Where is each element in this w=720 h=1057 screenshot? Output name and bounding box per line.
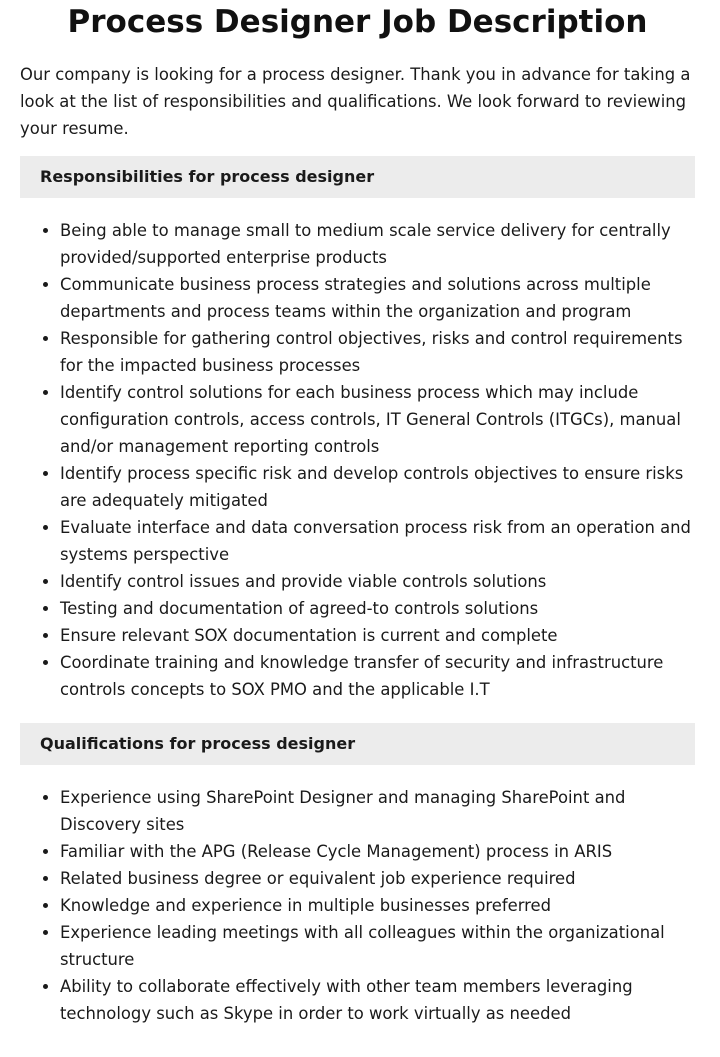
list-item: • Coordinate training and knowledge transfer of security and infrastructure controls concepts to SOX PMO and the applicable I.T [60, 649, 695, 703]
list-item: • Familiar with the APG (Release Cycle Management) process in ARIS [60, 838, 695, 865]
list-item: • Identify control issues and provide viable controls solutions [60, 568, 695, 595]
list-item: • Responsible for gathering control objectives, risks and control requirements for the impacted business processes [60, 325, 695, 379]
list-item: • Identify control solutions for each business process which may include configuration controls, access controls, IT General Controls (ITGCs), manual and/or management reporting controls [60, 379, 695, 460]
responsibilities-list [20, 217, 695, 703]
list-item: • Testing and documentation of agreed-to controls solutions [60, 595, 695, 622]
list-item: • Identify process specific risk and develop controls objectives to ensure risks are adequately mitigated [60, 460, 695, 514]
list-item: • Ensure relevant SOX documentation is current and complete [60, 622, 695, 649]
list-item: • Experience leading meetings with all colleagues within the organizational structure [60, 919, 695, 973]
intro-paragraph: Our company is looking for a process designer. Thank you in advance for taking a look at the list of responsibilities and qualifications. We look forward to reviewing your resume. [20, 65, 691, 138]
list-item: • Knowledge and experience in multiple businesses preferred [60, 892, 695, 919]
list-item: • Communicate business process strategies and solutions across multiple departments and process teams within the organization and program [60, 271, 695, 325]
list-item: • Ability to collaborate effectively with other team members leveraging technology such as Skype in order to work virtually as needed [60, 973, 695, 1027]
page-title: Process Designer Job Description [67, 4, 648, 40]
list-item: • Experience using SharePoint Designer and managing SharePoint and Discovery sites [60, 784, 695, 838]
list-item: • Related business degree or equivalent job experience required [60, 865, 695, 892]
qualifications-list [20, 784, 695, 1027]
responsibilities-heading: Responsibilities for process designer [20, 156, 695, 198]
list-item: • Being able to manage small to medium scale service delivery for centrally provided/supported enterprise products [60, 217, 695, 271]
qualifications-heading: Qualifications for process designer [20, 723, 695, 765]
list-item: • Evaluate interface and data conversation process risk from an operation and systems perspective [60, 514, 695, 568]
